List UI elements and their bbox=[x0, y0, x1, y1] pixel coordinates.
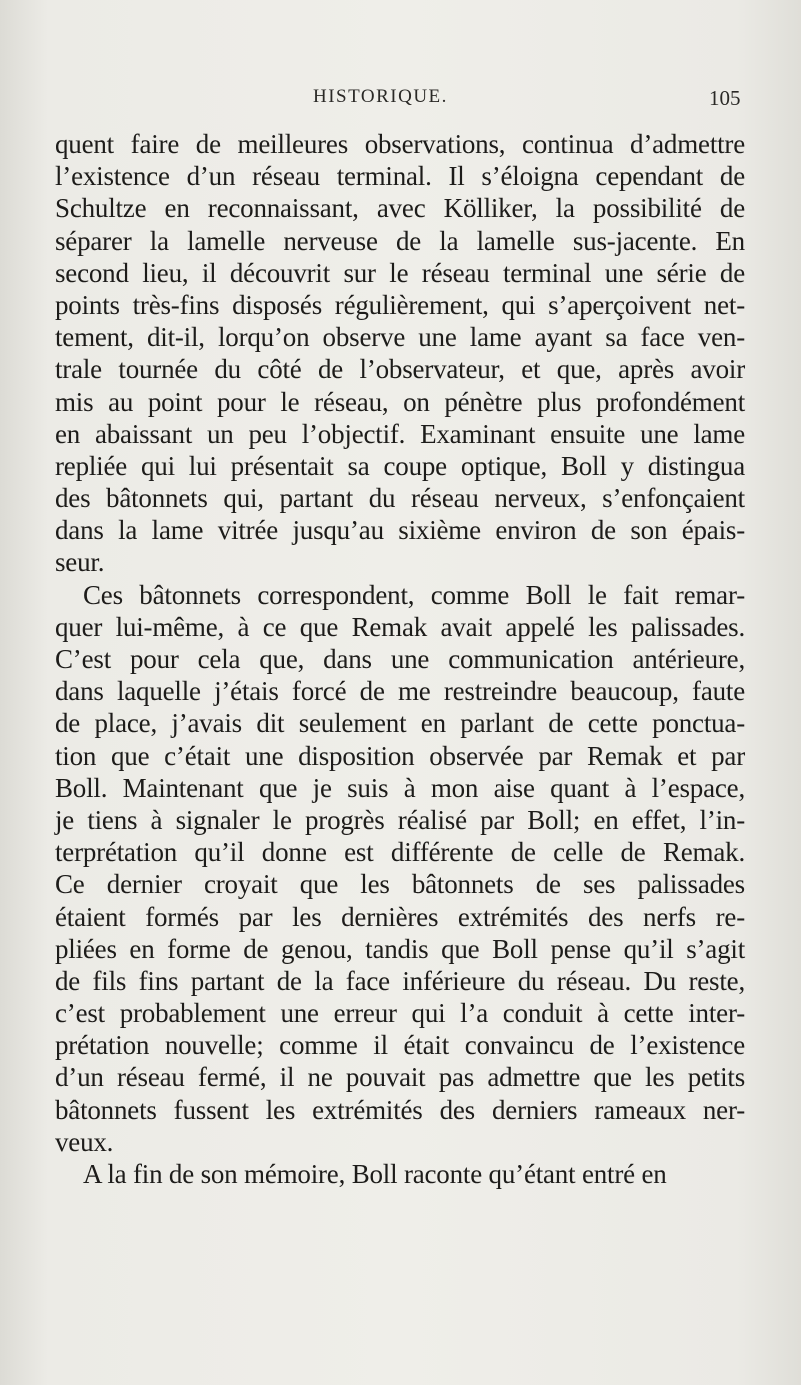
text-line: A la fin de son mémoire, Boll raconte qu’étant entré en bbox=[83, 1159, 667, 1189]
page-number: 105 bbox=[709, 86, 741, 110]
text-line: tion que c’était une disposition observée par Remak et par bbox=[55, 740, 745, 771]
text-line: dans laquelle j’étais forcé de me restreindre beaucoup, faute bbox=[55, 676, 745, 707]
text-line: repliée qui lui présentait sa coupe optique, Boll y distingua bbox=[55, 450, 745, 481]
text-line: mis au point pour le réseau, on pénètre plus profondément bbox=[55, 386, 745, 417]
text-line: points très-fins disposés régulièrement, qui s’aperçoivent net- bbox=[55, 289, 745, 320]
text-line: en abaissant un peu l’objectif. Examinant ensuite une lame bbox=[55, 418, 745, 449]
text-line: trale tournée du côté de l’observateur, et que, après avoir bbox=[55, 354, 745, 385]
text-line: quer lui-même, à ce que Remak avait appelé les palissades. bbox=[55, 611, 745, 642]
text-line: Ces bâtonnets correspondent, comme Boll le fait remar- bbox=[83, 579, 745, 610]
text-line: quent faire de meilleures observations, continua d’admettre bbox=[55, 129, 745, 159]
text-line: terprétation qu’il donne est différente de celle de Remak. bbox=[55, 837, 745, 868]
running-title: HISTORIQUE. bbox=[313, 86, 448, 107]
text-line: dans la lame vitrée jusqu’au sixième environ de son épais- bbox=[55, 515, 745, 546]
paragraph bbox=[55, 1158, 745, 1190]
text-line: de fils fins partant de la face inférieure du réseau. Du reste, bbox=[55, 965, 745, 996]
text-line: tement, dit-il, lorqu’on observe une lame ayant sa face ven- bbox=[55, 322, 745, 353]
text-line: bâtonnets fussent les extrémités des derniers rameaux ner- bbox=[55, 1094, 745, 1125]
text-line: seur. bbox=[55, 547, 105, 578]
text-line: séparer la lamelle nerveuse de la lamelle sus-jacente. En bbox=[55, 225, 745, 256]
text-line: étaient formés par les dernières extrémités des nerfs re- bbox=[55, 901, 745, 932]
text-line: c’est probablement une erreur qui l’a conduit à cette inter- bbox=[55, 998, 745, 1029]
text-line: Schultze en reconnaissant, avec Kölliker, la possibilité de bbox=[55, 193, 745, 224]
text-line: des bâtonnets qui, partant du réseau nerveux, s’enfonçaient bbox=[55, 483, 745, 514]
text-line: veux. bbox=[55, 1126, 114, 1157]
text-line: Ce dernier croyait que les bâtonnets de ses palissades bbox=[55, 869, 745, 900]
text-line: C’est pour cela que, dans une communication antérieure, bbox=[55, 644, 745, 674]
text-line: de place, j’avais dit seulement en parlant de cette ponctua- bbox=[55, 708, 745, 739]
text-line: second lieu, il découvrit sur le réseau terminal une série de bbox=[55, 257, 745, 288]
body-text bbox=[55, 128, 745, 1190]
text-line: prétation nouvelle; comme il était convaincu de l’existence bbox=[55, 1030, 745, 1061]
text-line: Boll. Maintenant que je suis à mon aise quant à l’espace, bbox=[55, 772, 745, 803]
text-line: d’un réseau fermé, il ne pouvait pas admettre que les petits bbox=[55, 1062, 745, 1093]
paragraph bbox=[55, 128, 745, 579]
text-line: l’existence d’un réseau terminal. Il s’éloigna cependant de bbox=[55, 161, 745, 192]
text-line: pliées en forme de genou, tandis que Boll pense qu’il s’agit bbox=[55, 933, 745, 964]
paragraph bbox=[55, 579, 745, 1158]
text-line: je tiens à signaler le progrès réalisé par Boll; en effet, l’in- bbox=[55, 804, 745, 835]
running-head bbox=[0, 86, 801, 118]
